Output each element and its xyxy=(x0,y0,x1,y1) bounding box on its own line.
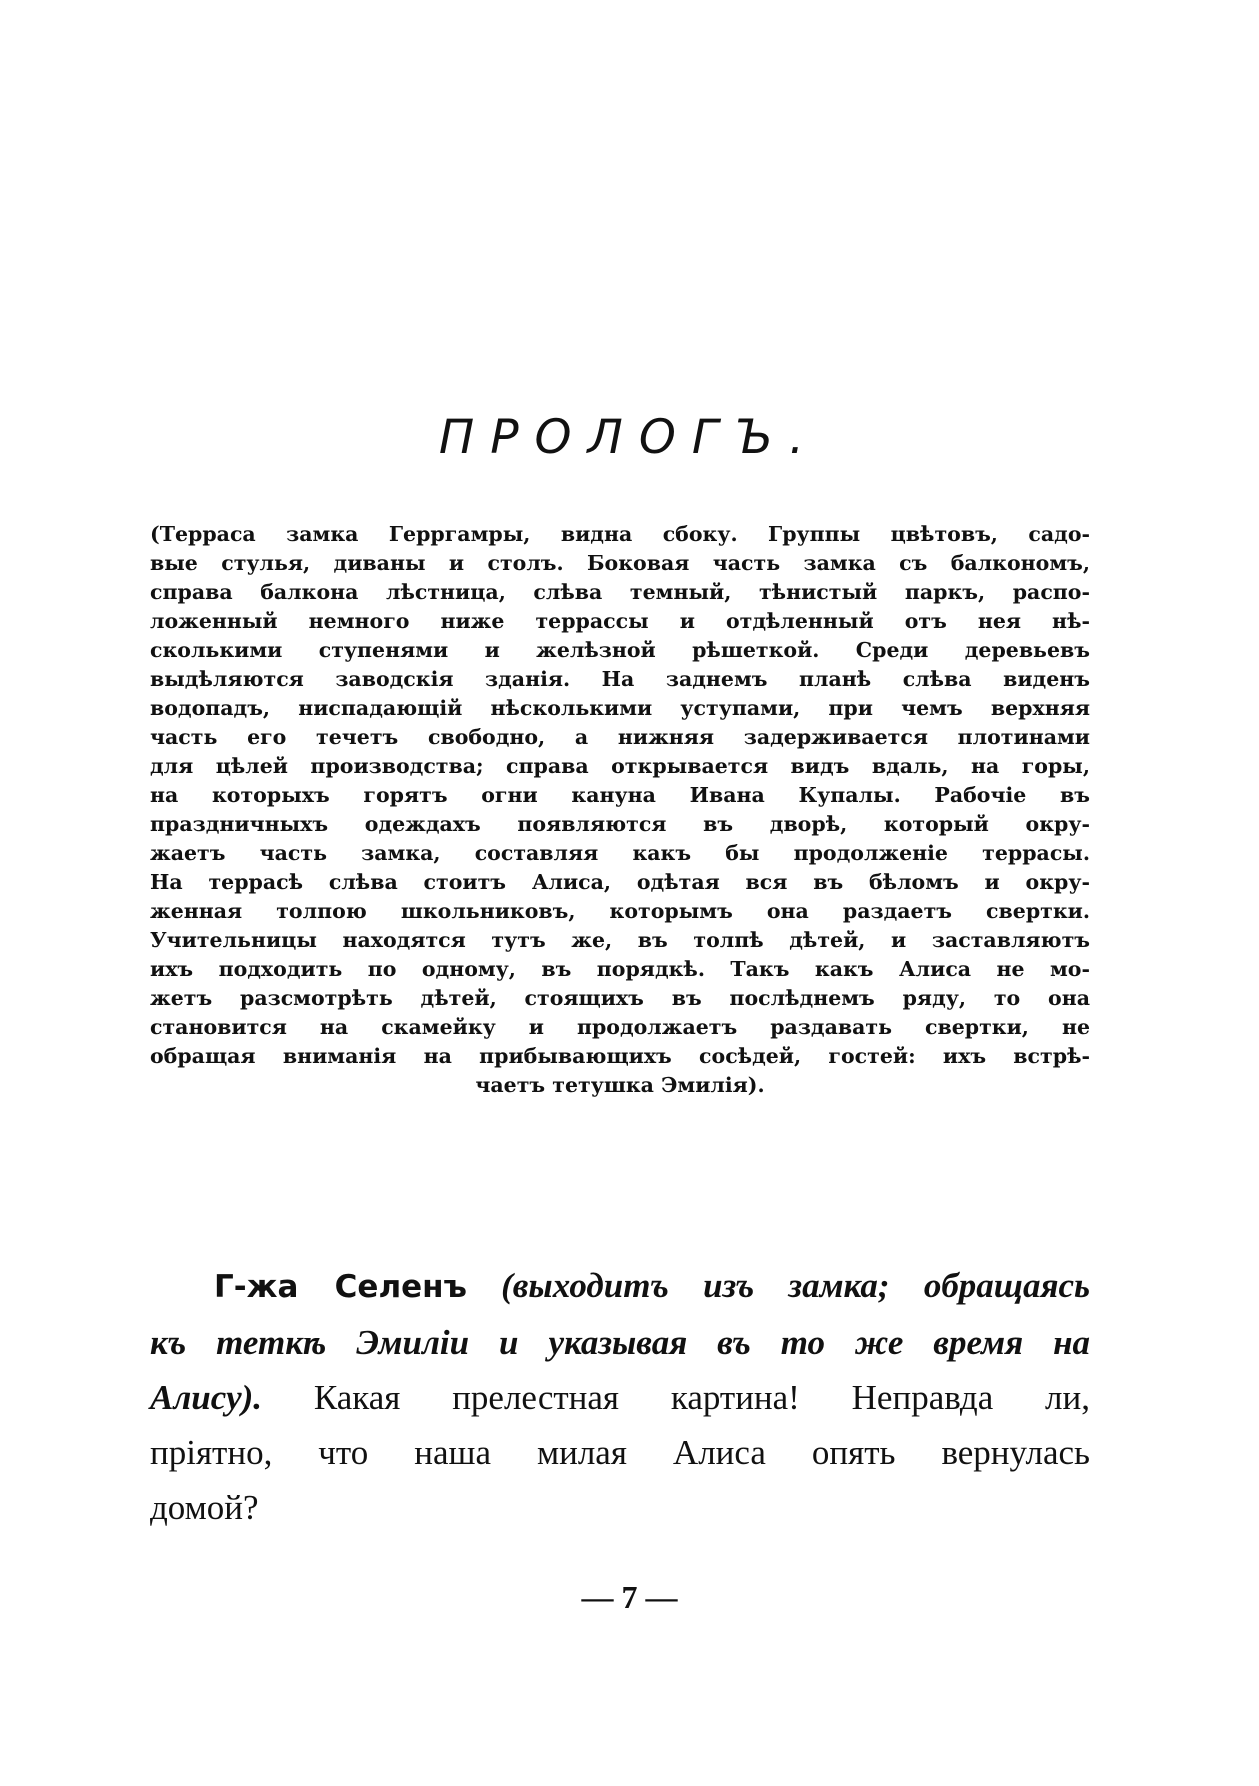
speech-text: домой? xyxy=(150,1488,259,1527)
stage-direction-line: водопадъ, ниспадающій нѣсколькими уступами, при чемъ верхняя xyxy=(150,696,1090,720)
page-number: — 7 — xyxy=(581,1579,678,1615)
stage-direction-line: (Терраса замка Герргамры, видна сбоку. Группы цвѣтовъ, садо- xyxy=(150,522,1090,546)
speech-text: пріятно, что наша милая Алиса опять вернулась xyxy=(150,1433,1090,1472)
stage-direction-line: жетъ разсмотрѣть дѣтей, стоящихъ въ послѣднемъ ряду, то она xyxy=(150,986,1090,1010)
dialogue-line xyxy=(150,1425,1090,1480)
stage-direction-line: Учительницы находятся тутъ же, въ толпѣ дѣтей, и заставляютъ xyxy=(150,928,1090,952)
stage-direction-line: жаетъ часть замка, составляя какъ бы продолженіе террасы. xyxy=(150,841,1090,865)
dialogue-line xyxy=(150,1370,1090,1425)
stage-direction-line: женная толпою школьниковъ, которымъ она раздаетъ свертки. xyxy=(150,899,1090,923)
speaker-direction: Алису). xyxy=(150,1378,263,1417)
dialogue-line xyxy=(150,1258,1090,1315)
stage-direction-line: часть его течетъ свободно, а нижняя задерживается плотинами xyxy=(150,725,1090,749)
prologue-heading: ПРОЛОГЪ. xyxy=(438,410,821,465)
stage-direction-line: праздничныхъ одеждахъ появляются въ дворѣ, который окру- xyxy=(150,812,1090,836)
speaker-name: Г-жа Селенъ xyxy=(214,1269,467,1305)
speech-text: Какая прелестная картина! Неправда ли, xyxy=(313,1378,1091,1417)
stage-direction-line: обращая вниманія на прибывающихъ сосѣдей, гостей: ихъ встрѣ- xyxy=(150,1044,1090,1068)
dialogue-paragraph xyxy=(150,1258,1090,1535)
dialogue-line xyxy=(150,1315,1090,1370)
stage-direction-line: чаетъ тетушка Эмилія). xyxy=(475,1073,765,1097)
stage-direction-line: На террасѣ слѣва стоитъ Алиса, одѣтая вся въ бѣломъ и окру- xyxy=(150,870,1090,894)
stage-direction-line: справа балкона лѣстница, слѣва темный, тѣнистый паркъ, распо- xyxy=(150,580,1090,604)
speaker-direction: къ теткѣ Эмиліи и указывая въ то же время на xyxy=(150,1323,1090,1362)
stage-direction-line: сколькими ступенями и желѣзной рѣшеткой. Среди деревьевъ xyxy=(150,638,1090,662)
stage-direction-line: выдѣляются заводскія зданія. На заднемъ планѣ слѣва виденъ xyxy=(150,667,1090,691)
stage-direction-line: становится на скамейку и продолжаетъ раздавать свертки, не xyxy=(150,1015,1090,1039)
stage-direction-line: для цѣлей производства; справа открывается видъ вдаль, на горы, xyxy=(150,754,1090,778)
stage-direction-line: вые стулья, диваны и столъ. Боковая часть замка съ балкономъ, xyxy=(150,551,1090,575)
stage-direction-line: на которыхъ горятъ огни кануна Ивана Купалы. Рабочіе въ xyxy=(150,783,1090,807)
stage-direction-line: ихъ подходить по одному, въ порядкѣ. Такъ какъ Алиса не мо- xyxy=(150,957,1090,981)
dialogue-line xyxy=(150,1480,1090,1535)
stage-direction-paragraph xyxy=(150,520,1090,1100)
stage-direction-line: ложенный немного ниже террассы и отдѣленный отъ нея нѣ- xyxy=(150,609,1090,633)
speaker-direction: (выходитъ изъ замка; обращаясь xyxy=(501,1266,1090,1305)
